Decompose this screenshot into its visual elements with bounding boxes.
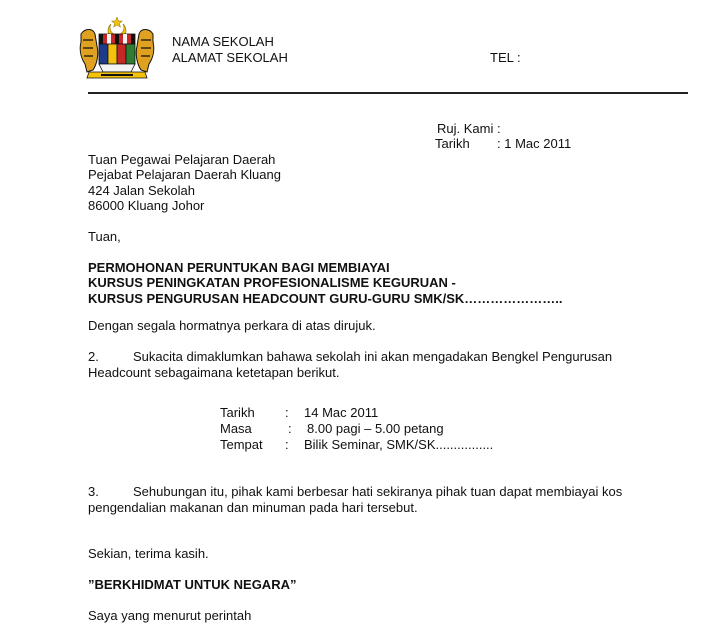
tarikh-label: Tarikh [435,136,470,151]
subject-line: PERMOHONAN PERUNTUKAN BAGI MEMBIAYAI [88,260,390,275]
detail-label-tarikh: Tarikh [220,405,255,420]
recipient-line: 86000 Kluang Johor [88,198,205,213]
ruj-kami-label: Ruj. Kami : [437,121,501,136]
closing-sign-off: Saya yang menurut perintah [88,608,252,623]
opening-paragraph: Dengan segala hormatnya perkara di atas dirujuk. [88,318,376,333]
school-address: ALAMAT SEKOLAH [172,50,288,65]
detail-separator: : [288,421,292,436]
paragraph-3-text: Sehubungan itu, pihak kami berbesar hati sekiranya pihak tuan dapat membiayai kos [133,484,623,499]
tarikh-value: : 1 Mac 2011 [497,136,572,151]
detail-label-masa: Masa [220,421,252,436]
paragraph-3-number: 3. [88,484,99,499]
paragraph-2-text: Headcount sebagaimana ketetapan berikut. [88,365,340,380]
paragraph-2-number: 2. [88,349,99,364]
detail-value-masa: 8.00 pagi – 5.00 petang [307,421,444,436]
tel-label: TEL : [490,50,521,65]
paragraph-3-text: pengendalian makanan dan minuman pada hari tersebut. [88,500,418,515]
paragraph-2-text: Sukacita dimaklumkan bahawa sekolah ini akan mengadakan Bengkel Pengurusan [133,349,613,364]
closing-thanks: Sekian, terima kasih. [88,546,209,561]
detail-value-tarikh: 14 Mac 2011 [304,405,379,420]
subject-line: KURSUS PENINGKATAN PROFESIONALISME KEGURUAN - [88,275,456,290]
detail-label-tempat: Tempat [220,437,263,452]
recipient-line: Pejabat Pelajaran Daerah Kluang [88,167,281,182]
detail-separator: : [285,405,289,420]
school-name: NAMA SEKOLAH [172,34,274,49]
subject-line: KURSUS PENGURUSAN HEADCOUNT GURU-GURU SMK/SK………………….. [88,291,563,306]
recipient-line: 424 Jalan Sekolah [88,183,195,198]
recipient-line: Tuan Pegawai Pelajaran Daerah [88,152,276,167]
malaysia-coat-of-arms-logo [75,16,159,82]
detail-value-tempat: Bilik Seminar, SMK/SK................ [304,437,494,452]
header-divider [88,92,688,94]
salutation: Tuan, [88,229,121,244]
detail-separator: : [285,437,289,452]
closing-motto: ”BERKHIDMAT UNTUK NEGARA” [88,577,297,592]
